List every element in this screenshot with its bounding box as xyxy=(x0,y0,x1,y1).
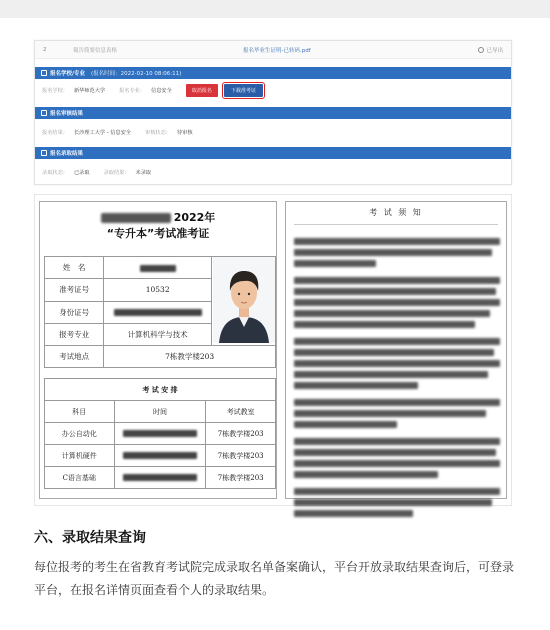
admission-label: 录取状态： xyxy=(42,169,68,176)
download-status[interactable] xyxy=(478,46,503,54)
ticket-year: 2022年 xyxy=(173,211,216,224)
review-value: 长沙理工大学 - 信息安全 xyxy=(73,129,131,136)
admission-field-row xyxy=(35,161,511,183)
section-title: 报名录取结果 xyxy=(50,151,84,157)
section-heading: 六、录取结果查询 xyxy=(34,530,146,546)
file-row-index: 2 xyxy=(43,46,47,53)
section-header-admission xyxy=(35,147,511,159)
column-header: 时间 xyxy=(114,401,206,423)
table-row xyxy=(45,346,276,368)
table-row xyxy=(45,379,276,401)
school-field-row xyxy=(35,79,511,101)
person-photo-icon xyxy=(213,257,275,343)
admission-value: 已录取 xyxy=(73,169,90,176)
info-value: 7栋教学楼203 xyxy=(104,346,276,368)
time-cell-redacted xyxy=(114,467,206,489)
admission-type-label: 录取结果： xyxy=(103,169,130,176)
section-paragraph: 每位报考的考生在省教育考试院完成录取名单备案确认，平台开放录取结果查询后，可登录平台，在报名详情页面查看个人的录取结果。 xyxy=(34,560,515,597)
room-cell: 7栋教学楼203 xyxy=(206,423,276,445)
notice-title: 考 试 须 知 xyxy=(294,202,498,225)
exam-schedule-table xyxy=(44,378,276,489)
exam-notice-panel xyxy=(285,201,507,499)
file-row-label: 報告简要信息表格 xyxy=(73,47,118,54)
section-icon xyxy=(41,70,47,76)
download-label: 已导出 xyxy=(486,47,503,54)
time-cell-redacted xyxy=(114,445,206,467)
section-icon xyxy=(41,110,47,116)
review-status-label: 审核状态： xyxy=(145,129,171,136)
section-header-school xyxy=(35,67,511,79)
info-key: 姓 名 xyxy=(45,257,104,279)
download-admission-ticket-button[interactable]: 下载准考证 xyxy=(224,84,263,97)
table-row xyxy=(45,257,276,279)
file-link[interactable]: 报名毕业生证明-已转码.pdf xyxy=(243,47,311,54)
table-row xyxy=(45,467,276,489)
info-key: 考试地点 xyxy=(45,346,104,368)
section-icon xyxy=(41,150,47,156)
info-value-redacted xyxy=(104,257,212,279)
cancel-registration-button[interactable]: 取消报名 xyxy=(186,84,218,97)
info-value-redacted xyxy=(104,301,212,323)
admission-ticket-image xyxy=(34,194,512,506)
room-cell: 7栋教学楼203 xyxy=(206,445,276,467)
info-key: 身份证号 xyxy=(45,301,104,323)
file-row xyxy=(35,41,511,59)
review-status-value: 待审核 xyxy=(176,129,193,136)
school-value: 新华师范大学 xyxy=(73,87,106,94)
download-icon xyxy=(478,47,484,53)
info-value: 10532 xyxy=(104,279,212,301)
table-row xyxy=(45,423,276,445)
table-row xyxy=(45,445,276,467)
school-name-redacted xyxy=(101,213,171,223)
schedule-caption: 考 试 安 排 xyxy=(45,379,276,401)
portal-screenshot xyxy=(34,40,512,185)
candidate-photo xyxy=(212,257,276,346)
time-cell-redacted xyxy=(114,423,206,445)
admission-type-value: 未录取 xyxy=(135,169,152,176)
column-header: 考试教室 xyxy=(206,401,276,423)
top-gray-strip xyxy=(0,0,550,18)
registration-time: (报名时间：2022-02-10 08:06:11) xyxy=(91,71,182,77)
section-title: 报名学校/专业 xyxy=(50,71,86,77)
major-value: 信息安全 xyxy=(151,87,172,94)
candidate-info-table xyxy=(44,256,276,368)
column-header: 科目 xyxy=(45,401,115,423)
room-cell: 7栋教学楼203 xyxy=(206,467,276,489)
ticket-main-title: “专升本”考试准考证 xyxy=(106,227,210,240)
subject-cell: C语言基础 xyxy=(45,467,115,489)
subject-cell: 计算机硬件 xyxy=(45,445,115,467)
info-key: 准考证号 xyxy=(45,279,104,301)
section-title: 报名审核结果 xyxy=(50,111,84,117)
review-label: 报名结果： xyxy=(42,129,68,136)
notice-body-redacted xyxy=(294,234,500,527)
school-label: 报名学校： xyxy=(42,87,68,94)
review-field-row xyxy=(35,121,511,143)
info-value: 计算机科学与技术 xyxy=(104,323,212,345)
section-header-review xyxy=(35,107,511,119)
ticket-title xyxy=(40,210,276,242)
subject-cell: 办公自动化 xyxy=(45,423,115,445)
ticket-card xyxy=(39,201,277,499)
major-label: 报名专业： xyxy=(119,87,146,94)
table-row xyxy=(45,401,276,423)
info-key: 报考专业 xyxy=(45,323,104,345)
